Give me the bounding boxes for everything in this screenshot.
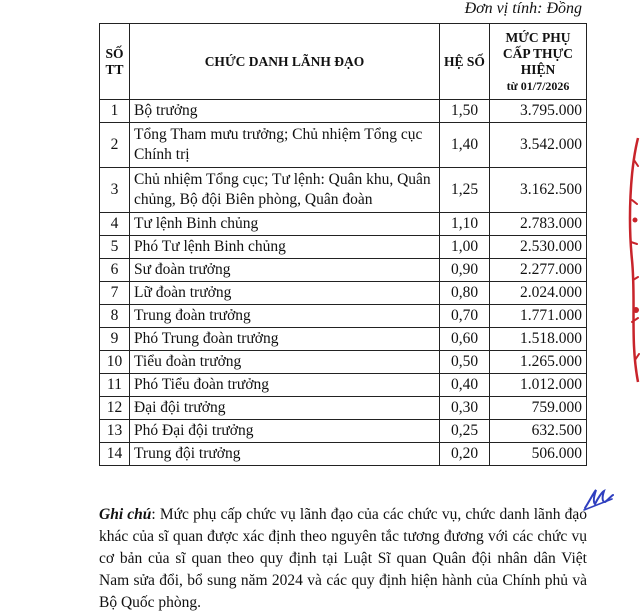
row-title: Chủ nhiệm Tổng cục; Tư lệnh: Quân khu, Quân chủng, Bộ đội Biên phòng, Quân đoàn [130, 168, 440, 213]
footnote [99, 504, 587, 614]
row-amount: 632.500 [490, 420, 587, 443]
table-row [100, 397, 587, 420]
row-stt: 5 [100, 236, 130, 259]
row-stt: 14 [100, 443, 130, 466]
row-title: Sư đoàn trưởng [130, 259, 440, 282]
table-row [100, 123, 587, 168]
row-title: Phó Tư lệnh Binh chủng [130, 236, 440, 259]
table-row [100, 236, 587, 259]
unit-label: Đơn vị tính: Đồng [464, 0, 582, 17]
header-title: CHỨC DANH LÃNH ĐẠO [130, 24, 440, 100]
row-title: Tiểu đoàn trưởng [130, 351, 440, 374]
table-row [100, 443, 587, 466]
header-allowance-date: từ 01/7/2026 [506, 78, 570, 93]
header-allowance-line2: CẤP THỰC [502, 45, 574, 61]
row-amount: 1.012.000 [490, 374, 587, 397]
row-amount: 1.771.000 [490, 305, 587, 328]
header-stt-line2: TT [105, 61, 124, 77]
row-coef: 0,30 [440, 397, 490, 420]
row-coef: 1,10 [440, 213, 490, 236]
row-amount: 2.024.000 [490, 282, 587, 305]
row-amount: 506.000 [490, 443, 587, 466]
signature-mark [582, 486, 616, 512]
row-coef: 1,00 [440, 236, 490, 259]
header-allowance-line1: MỨC PHỤ [505, 29, 571, 45]
table-row [100, 305, 587, 328]
row-amount: 759.000 [490, 397, 587, 420]
row-amount: 2.530.000 [490, 236, 587, 259]
table-row [100, 374, 587, 397]
header-allowance-line3: HIỆN [520, 61, 556, 77]
row-stt: 7 [100, 282, 130, 305]
row-stt: 2 [100, 123, 130, 168]
row-stt: 11 [100, 374, 130, 397]
table-row [100, 282, 587, 305]
row-coef: 1,40 [440, 123, 490, 168]
row-coef: 0,25 [440, 420, 490, 443]
row-title: Tổng Tham mưu trưởng; Chủ nhiệm Tổng cục Chính trị [130, 123, 440, 168]
table-header-row [100, 24, 587, 100]
table-row [100, 100, 587, 123]
row-title: Lữ đoàn trưởng [130, 282, 440, 305]
row-coef: 0,70 [440, 305, 490, 328]
row-amount: 3.795.000 [490, 100, 587, 123]
header-coef: HỆ SỐ [440, 24, 490, 100]
row-stt: 9 [100, 328, 130, 351]
footnote-label: Ghi chú [99, 506, 152, 523]
row-stt: 3 [100, 168, 130, 213]
allowance-table [99, 23, 587, 466]
row-stt: 10 [100, 351, 130, 374]
row-amount: 1.265.000 [490, 351, 587, 374]
row-amount: 1.518.000 [490, 328, 587, 351]
table-row [100, 351, 587, 374]
row-title: Phó Đại đội trưởng [130, 420, 440, 443]
row-coef: 0,60 [440, 328, 490, 351]
row-amount: 3.542.000 [490, 123, 587, 168]
table-row [100, 213, 587, 236]
row-title: Tư lệnh Binh chủng [130, 213, 440, 236]
row-title: Trung đội trưởng [130, 443, 440, 466]
row-coef: 0,40 [440, 374, 490, 397]
row-amount: 3.162.500 [490, 168, 587, 213]
row-coef: 0,20 [440, 443, 490, 466]
table-row [100, 168, 587, 213]
row-coef: 1,50 [440, 100, 490, 123]
footnote-text: : Mức phụ cấp chức vụ lãnh đạo của các chức vụ, chức danh lãnh đạo khác của sĩ quan được xác định theo nguyên tắc tương đương với các chức vụ cơ bản của sĩ quan theo quy định tại Luật Sĩ quan Quân đội nhân dân Việt Nam sửa đổi, bổ sung năm 2024 và các quy định hiện hành của Chính phủ và Bộ Quốc phòng. [99, 506, 587, 611]
table-row [100, 420, 587, 443]
header-stt [100, 24, 130, 100]
row-coef: 1,25 [440, 168, 490, 213]
row-title: Phó Tiểu đoàn trưởng [130, 374, 440, 397]
row-title: Trung đoàn trưởng [130, 305, 440, 328]
red-stamp-edge [620, 130, 640, 390]
row-stt: 13 [100, 420, 130, 443]
header-allowance [490, 24, 587, 100]
row-amount: 2.783.000 [490, 213, 587, 236]
row-stt: 1 [100, 100, 130, 123]
row-title: Bộ trưởng [130, 100, 440, 123]
row-stt: 12 [100, 397, 130, 420]
header-stt-line1: SỐ [105, 45, 124, 61]
table-row [100, 328, 587, 351]
row-coef: 0,80 [440, 282, 490, 305]
row-stt: 4 [100, 213, 130, 236]
table-row [100, 259, 587, 282]
row-coef: 0,90 [440, 259, 490, 282]
row-title: Đại đội trưởng [130, 397, 440, 420]
row-stt: 8 [100, 305, 130, 328]
row-amount: 2.277.000 [490, 259, 587, 282]
row-title: Phó Trung đoàn trưởng [130, 328, 440, 351]
row-stt: 6 [100, 259, 130, 282]
row-coef: 0,50 [440, 351, 490, 374]
